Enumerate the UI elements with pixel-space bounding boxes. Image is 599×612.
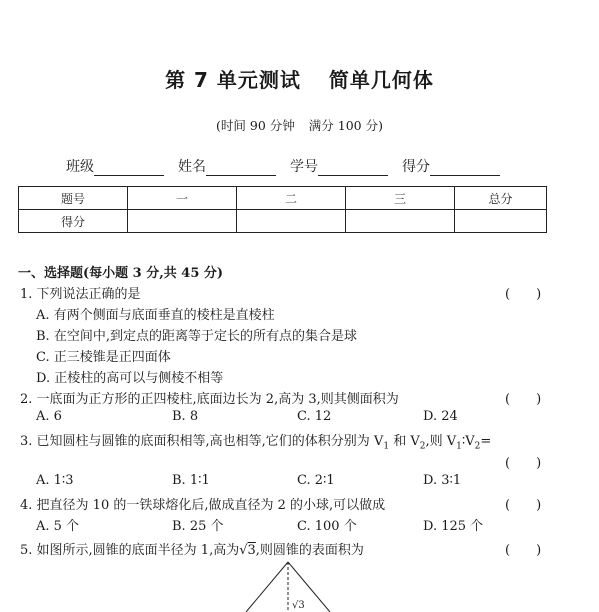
stem-text: ∶V xyxy=(461,434,475,449)
option: C. 2∶1 xyxy=(297,473,335,488)
table-row xyxy=(19,187,547,210)
option: A. 5 个 xyxy=(36,519,80,534)
option: A. 6 xyxy=(36,409,62,424)
subscript: 1 xyxy=(456,441,462,452)
score-table xyxy=(18,186,547,233)
title-part2: 简单几何体 xyxy=(328,68,434,92)
stem-text: 3. 已知圆柱与圆锥的底面积相等,高也相等,它们的体积分别为 V xyxy=(20,434,384,449)
info-label: 得分 xyxy=(402,159,430,175)
section-title: 一、选择题(每小题 3 分,共 45 分) xyxy=(18,266,224,281)
table-cell: 得分 xyxy=(19,210,128,233)
subscript: 2 xyxy=(474,441,481,452)
info-field-name xyxy=(178,156,276,176)
subscript: 1 xyxy=(383,441,390,452)
page-title xyxy=(0,64,599,93)
option: B. 8 xyxy=(172,409,199,424)
option: B. 25 个 xyxy=(172,519,224,534)
option: C. 12 xyxy=(297,409,332,424)
answer-paren[interactable]: ( ) xyxy=(505,287,542,302)
info-label: 班级 xyxy=(66,159,94,175)
answer-paren[interactable]: ( ) xyxy=(505,392,542,407)
score-input-cell[interactable] xyxy=(128,210,237,233)
table-cell: 题号 xyxy=(19,187,128,210)
option: D. 24 xyxy=(423,409,458,424)
question-stem xyxy=(20,539,364,558)
question-stem: 2. 一底面为正方形的正四棱柱,底面边长为 2,高为 3,则其侧面积为 xyxy=(20,392,399,407)
stem-text: ,则 V xyxy=(425,434,457,449)
question-stem xyxy=(20,430,491,452)
page-subtitle xyxy=(0,116,599,134)
table-row xyxy=(19,210,547,233)
info-field-number xyxy=(290,156,388,176)
option: A. 1∶3 xyxy=(36,473,74,488)
answer-paren[interactable]: ( ) xyxy=(505,456,542,471)
option: D. 正棱柱的高可以与侧棱不相等 xyxy=(36,371,224,386)
info-label: 学号 xyxy=(290,159,318,175)
subscript: 2 xyxy=(419,441,426,452)
option: B. 在空间中,到定点的距离等于定长的所有点的集合是球 xyxy=(36,329,357,344)
class-blank[interactable] xyxy=(94,161,164,176)
table-cell: 二 xyxy=(237,187,346,210)
subtitle-part1: (时间 90 分钟 xyxy=(216,118,295,133)
stem-text: 和 V xyxy=(389,434,420,449)
answer-paren[interactable]: ( ) xyxy=(505,543,542,558)
question-stem: 4. 把直径为 10 的一铁球熔化后,做成直径为 2 的小球,可以做成 xyxy=(20,498,386,513)
score-input-cell[interactable] xyxy=(455,210,547,233)
table-cell: 总分 xyxy=(455,187,547,210)
table-cell: 三 xyxy=(346,187,455,210)
stem-text: = xyxy=(480,434,492,449)
score-input-cell[interactable] xyxy=(346,210,455,233)
table-cell: 一 xyxy=(128,187,237,210)
stem-text: ,则圆锥的表面积为 xyxy=(255,543,364,558)
option: D. 3∶1 xyxy=(423,473,462,488)
info-field-score xyxy=(402,156,500,176)
info-field-class xyxy=(66,156,164,176)
number-blank[interactable] xyxy=(318,161,388,176)
answer-paren[interactable]: ( ) xyxy=(505,498,542,513)
cone-height-label: √3 xyxy=(292,600,305,611)
stem-text: 5. 如图所示,圆锥的底面半径为 1,高为 xyxy=(20,543,240,558)
option: C. 100 个 xyxy=(297,519,357,534)
subtitle-part2: 满分 100 分) xyxy=(308,118,383,133)
option: D. 125 个 xyxy=(423,519,484,534)
option: C. 正三棱锥是正四面体 xyxy=(36,350,171,365)
info-label: 姓名 xyxy=(178,159,206,175)
cone-figure xyxy=(240,560,340,612)
sqrt-symbol: √ xyxy=(239,543,248,558)
name-blank[interactable] xyxy=(206,161,276,176)
score-blank[interactable] xyxy=(430,161,500,176)
option: A. 有两个侧面与底面垂直的棱柱是直棱柱 xyxy=(36,308,275,323)
title-part1: 第 7 单元测试 xyxy=(165,68,301,92)
score-input-cell[interactable] xyxy=(237,210,346,233)
question-stem: 1. 下列说法正确的是 xyxy=(20,287,141,302)
option: B. 1∶1 xyxy=(172,473,210,488)
sqrt-value: 3 xyxy=(247,543,256,558)
